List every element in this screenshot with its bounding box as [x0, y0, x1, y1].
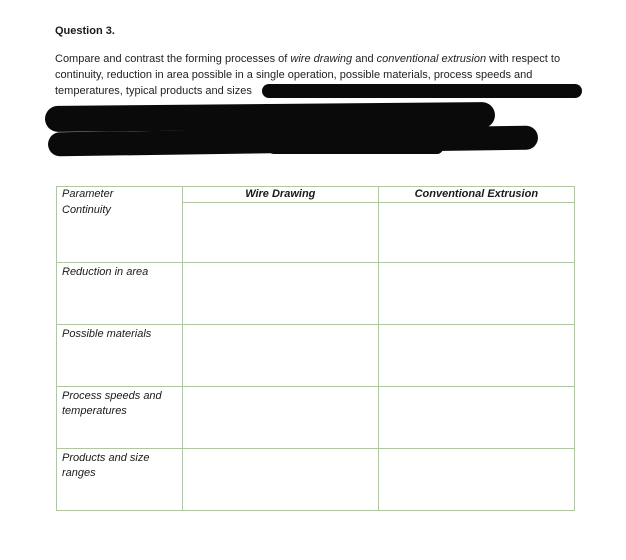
question-text-end: with respect to continuity, reduction in area possible in a single operation, possible materials, process speeds and temperatures, typical products and sizes [55, 53, 561, 97]
redaction-mark [262, 84, 582, 98]
row-label-reduction-in-area: Reduction in area [57, 262, 183, 324]
cell-wire-drawing[interactable] [182, 324, 378, 386]
cell-conventional-extrusion[interactable] [378, 203, 574, 263]
cell-conventional-extrusion[interactable] [378, 262, 574, 324]
table-row [57, 262, 575, 324]
row-label-products-and-sizes: Products and size ranges [57, 448, 183, 510]
cell-wire-drawing[interactable] [182, 448, 378, 510]
redaction-mark [268, 142, 443, 154]
question-text-start: Compare and contrast the forming processes of [55, 53, 291, 65]
table-row [57, 448, 575, 510]
table-row [57, 203, 575, 263]
cell-conventional-extrusion[interactable] [378, 448, 574, 510]
header-parameter: Parameter [57, 187, 183, 203]
table-row [57, 386, 575, 448]
cell-conventional-extrusion[interactable] [378, 386, 574, 448]
row-label-continuity: Continuity [57, 203, 183, 263]
comparison-table [56, 186, 575, 511]
row-label-process-speeds: Process speeds and temperatures [57, 386, 183, 448]
header-conventional-extrusion: Conventional Extrusion [378, 187, 574, 203]
row-label-possible-materials: Possible materials [57, 324, 183, 386]
header-wire-drawing: Wire Drawing [182, 187, 378, 203]
term-conventional-extrusion: conventional extrusion [376, 53, 487, 65]
question-title: Question 3. [55, 25, 115, 37]
cell-conventional-extrusion[interactable] [378, 324, 574, 386]
table-header-row [57, 187, 575, 203]
term-wire-drawing: wire drawing [290, 53, 353, 65]
cell-wire-drawing[interactable] [182, 262, 378, 324]
cell-wire-drawing[interactable] [182, 203, 378, 263]
table-row [57, 324, 575, 386]
cell-wire-drawing[interactable] [182, 386, 378, 448]
question-text-middle: and [352, 53, 377, 65]
